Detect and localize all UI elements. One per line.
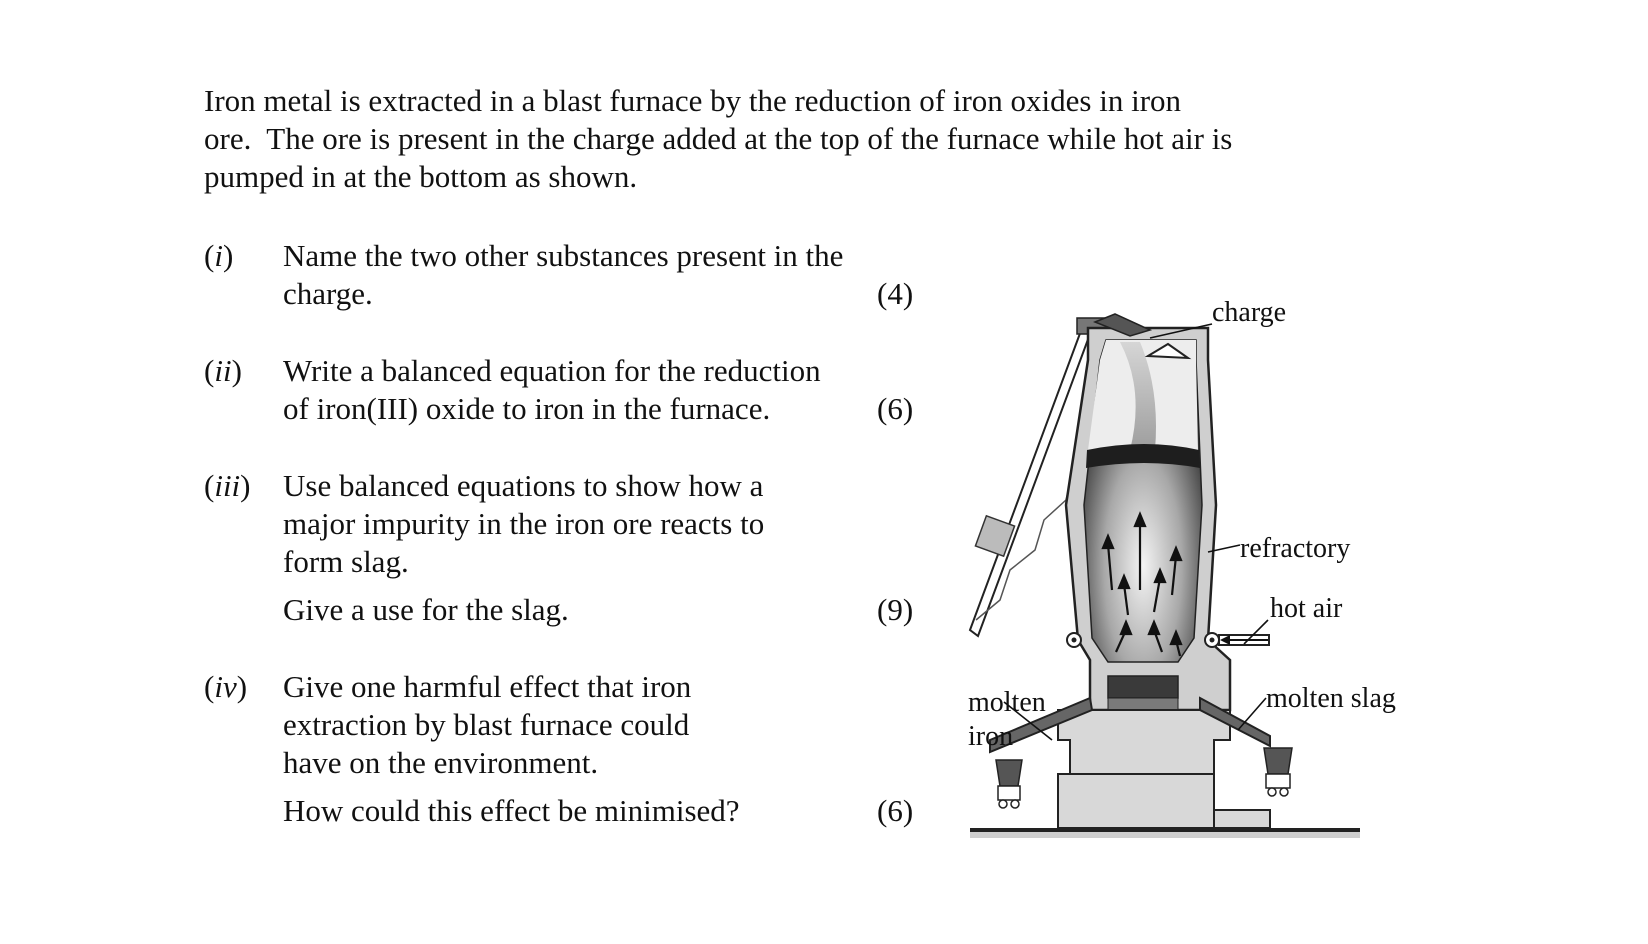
question-number: (iv) [204,669,248,704]
label-refractory: refractory [1240,533,1351,564]
question-line: major impurity in the iron ore reacts to [283,506,765,541]
question-number: (i) [204,238,234,273]
intro-line: pumped in at the bottom as shown. [204,159,638,194]
molten-iron-layer [1108,676,1178,698]
question-line: charge. [283,276,373,311]
intro-paragraph [204,82,1384,196]
marks-label: (6) [877,793,914,828]
label-charge: charge [1212,297,1287,328]
marks-label: (9) [877,592,914,627]
hearth-bottom [1108,698,1178,710]
blast-furnace-illustration [940,300,1460,850]
question-line: Give a use for the slag. [283,592,569,627]
label-molten-iron-line1: molten [968,687,1046,718]
question-line: Use balanced equations to show how a [283,468,764,503]
question-line: of iron(III) oxide to iron in the furnace. [283,391,771,426]
question-line: How could this effect be minimised? [283,793,740,828]
question-line: extraction by blast furnace could [283,707,690,742]
question-line: Give one harmful effect that iron [283,669,692,704]
question-line: have on the environment. [283,745,599,780]
question-text [283,237,843,313]
furnace-base [1058,710,1230,774]
intro-line: ore. The ore is present in the charge added at the top of the furnace while hot air is [204,121,1233,156]
foundation-step [1214,810,1270,828]
furnace-foundation [1058,774,1214,828]
label-molten-slag: molten slag [1266,683,1396,714]
question-text [283,352,843,428]
question-line: Write a balanced equation for the reduction [283,353,821,388]
label-hot-air: hot air [1270,593,1343,624]
ground-shadow [970,832,1360,838]
question-number: (ii) [204,353,242,388]
label-molten-iron-line2: iron [968,721,1014,752]
blast-furnace-diagram [940,297,1460,850]
iron-ladle-car [996,760,1022,808]
intro-line: Iron metal is extracted in a blast furnace by the reduction of iron oxides in iron [204,83,1182,118]
question-text [283,668,843,830]
marks-label: (6) [877,391,914,426]
question-text [283,467,843,629]
slag-ladle-car [1264,748,1292,796]
question-line: form slag. [283,544,409,579]
question-number: (iii) [204,468,251,503]
marks-label: (4) [877,276,914,311]
question-line: Name the two other substances present in the [283,238,844,273]
